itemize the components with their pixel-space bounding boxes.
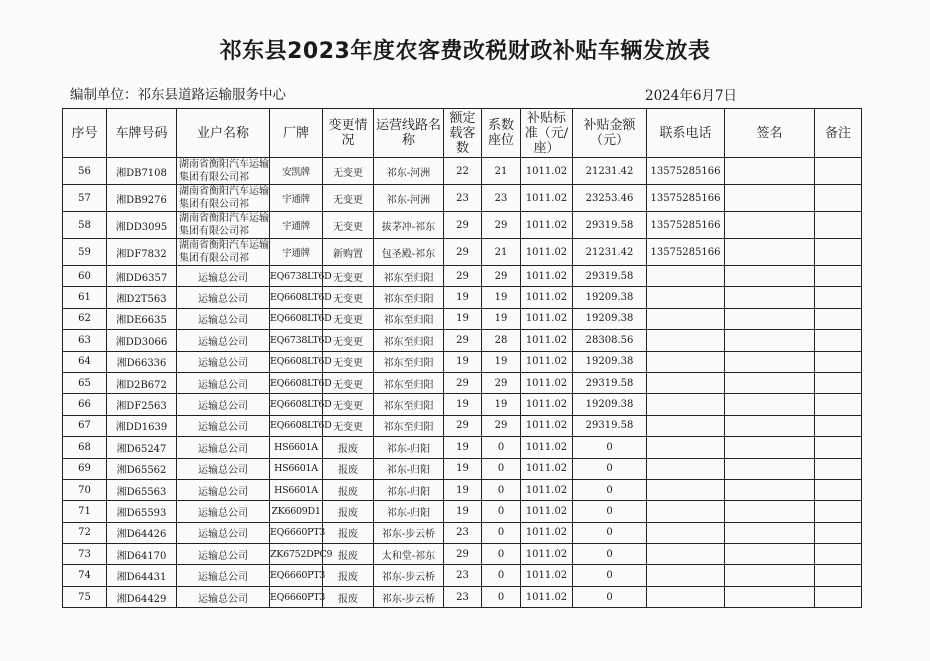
- brand-cell: ZK6609D1: [270, 501, 323, 522]
- amount-cell: 21231.42: [573, 239, 647, 266]
- rated-seats-cell: 19: [444, 437, 482, 458]
- table-row: [63, 308, 862, 329]
- seq-cell: 66: [63, 394, 107, 415]
- amount-cell: 28308.56: [573, 330, 647, 351]
- coef-seats-cell: 29: [482, 415, 521, 436]
- seq-cell: 65: [63, 372, 107, 393]
- seq-cell: 64: [63, 351, 107, 372]
- amount-cell: 0: [573, 479, 647, 500]
- rated-seats-cell: 19: [444, 501, 482, 522]
- brand-cell: EQ6660PT3: [270, 586, 323, 607]
- table-body: [63, 158, 862, 608]
- owner-cell: 运输总公司: [177, 479, 270, 500]
- brand-cell: ZK6752DPC9: [270, 544, 323, 565]
- change-cell: 无变更: [323, 394, 374, 415]
- change-cell: 无变更: [323, 372, 374, 393]
- route-cell: 祁东-河洲: [374, 185, 444, 212]
- plate-cell: 湘DB9276: [107, 185, 177, 212]
- owner-cell: 运输总公司: [177, 351, 270, 372]
- owner-cell: 湖南省衡阳汽车运输集团有限公司祁: [177, 239, 270, 266]
- owner-cell: 运输总公司: [177, 501, 270, 522]
- standard-cell: 1011.02: [521, 239, 573, 266]
- route-cell: 祁东至归阳: [374, 415, 444, 436]
- rated-seats-cell: 29: [444, 212, 482, 239]
- change-cell: 无变更: [323, 212, 374, 239]
- amount-cell: 19209.38: [573, 287, 647, 308]
- plate-cell: 湘D64426: [107, 522, 177, 543]
- brand-cell: EQ6738LT6D: [270, 330, 323, 351]
- signature-cell: [725, 586, 815, 607]
- brand-cell: 宇通牌: [270, 212, 323, 239]
- table-row: [63, 479, 862, 500]
- change-cell: 无变更: [323, 308, 374, 329]
- standard-cell: 1011.02: [521, 372, 573, 393]
- coef-seats-cell: 28: [482, 330, 521, 351]
- rated-seats-cell: 22: [444, 158, 482, 185]
- coef-seats-cell: 19: [482, 351, 521, 372]
- owner-cell: 运输总公司: [177, 308, 270, 329]
- brand-cell: EQ6608LT6D: [270, 308, 323, 329]
- amount-cell: 0: [573, 501, 647, 522]
- amount-cell: 19209.38: [573, 351, 647, 372]
- phone-cell: [647, 458, 725, 479]
- standard-cell: 1011.02: [521, 586, 573, 607]
- header-rated-seats: 额定载客数: [444, 109, 482, 158]
- route-cell: 祁东至归阳: [374, 351, 444, 372]
- owner-cell: 运输总公司: [177, 565, 270, 586]
- header-phone: 联系电话: [647, 109, 725, 158]
- header-signature: 签名: [725, 109, 815, 158]
- plate-cell: 湘D64170: [107, 544, 177, 565]
- owner-cell: 运输总公司: [177, 394, 270, 415]
- change-cell: 无变更: [323, 266, 374, 287]
- owner-cell: 湖南省衡阳汽车运输集团有限公司祁: [177, 212, 270, 239]
- plate-cell: 湘D64429: [107, 586, 177, 607]
- brand-cell: EQ6608LT6D: [270, 287, 323, 308]
- route-cell: 拔茅冲-祁东: [374, 212, 444, 239]
- plate-cell: 湘DD3066: [107, 330, 177, 351]
- rated-seats-cell: 19: [444, 308, 482, 329]
- owner-cell: 运输总公司: [177, 330, 270, 351]
- route-cell: 祁东-步云桥: [374, 565, 444, 586]
- coef-seats-cell: 0: [482, 544, 521, 565]
- rated-seats-cell: 19: [444, 458, 482, 479]
- route-cell: 祁东-河洲: [374, 158, 444, 185]
- standard-cell: 1011.02: [521, 458, 573, 479]
- seq-cell: 59: [63, 239, 107, 266]
- table-row: [63, 287, 862, 308]
- phone-cell: 13575285166: [647, 239, 725, 266]
- standard-cell: 1011.02: [521, 266, 573, 287]
- phone-cell: [647, 501, 725, 522]
- header-remark: 备注: [815, 109, 862, 158]
- table-row: [63, 437, 862, 458]
- route-cell: 祁东至归阳: [374, 266, 444, 287]
- amount-cell: 29319.58: [573, 372, 647, 393]
- owner-cell: 运输总公司: [177, 544, 270, 565]
- standard-cell: 1011.02: [521, 522, 573, 543]
- remark-cell: [815, 212, 862, 239]
- amount-cell: 21231.42: [573, 158, 647, 185]
- change-cell: 无变更: [323, 351, 374, 372]
- standard-cell: 1011.02: [521, 308, 573, 329]
- phone-cell: 13575285166: [647, 212, 725, 239]
- brand-cell: HS6601A: [270, 458, 323, 479]
- phone-cell: [647, 394, 725, 415]
- signature-cell: [725, 415, 815, 436]
- amount-cell: 23253.46: [573, 185, 647, 212]
- seq-cell: 74: [63, 565, 107, 586]
- plate-cell: 湘DD1639: [107, 415, 177, 436]
- phone-cell: [647, 437, 725, 458]
- signature-cell: [725, 479, 815, 500]
- phone-cell: [647, 287, 725, 308]
- phone-cell: [647, 544, 725, 565]
- header-seq: 序号: [63, 109, 107, 158]
- brand-cell: HS6601A: [270, 479, 323, 500]
- standard-cell: 1011.02: [521, 479, 573, 500]
- brand-cell: 安凯牌: [270, 158, 323, 185]
- seq-cell: 72: [63, 522, 107, 543]
- table-row: [63, 266, 862, 287]
- plate-cell: 湘D2T563: [107, 287, 177, 308]
- brand-cell: EQ6660PT3: [270, 522, 323, 543]
- signature-cell: [725, 158, 815, 185]
- header-row: [63, 109, 862, 158]
- remark-cell: [815, 479, 862, 500]
- header-route: 运营线路名称: [374, 109, 444, 158]
- plate-cell: 湘DF2563: [107, 394, 177, 415]
- plate-cell: 湘DF7832: [107, 239, 177, 266]
- remark-cell: [815, 185, 862, 212]
- plate-cell: 湘D65593: [107, 501, 177, 522]
- table-row: [63, 185, 862, 212]
- standard-cell: 1011.02: [521, 351, 573, 372]
- document-title: 祁东县2023年度农客费改税财政补贴车辆发放表: [219, 39, 711, 64]
- phone-cell: [647, 351, 725, 372]
- standard-cell: 1011.02: [521, 544, 573, 565]
- seq-cell: 70: [63, 479, 107, 500]
- owner-cell: 湖南省衡阳汽车运输集团有限公司祁: [177, 185, 270, 212]
- change-cell: 报废: [323, 586, 374, 607]
- signature-cell: [725, 351, 815, 372]
- coef-seats-cell: 0: [482, 501, 521, 522]
- subsidy-table: [62, 108, 862, 608]
- signature-cell: [725, 394, 815, 415]
- rated-seats-cell: 29: [444, 239, 482, 266]
- remark-cell: [815, 308, 862, 329]
- remark-cell: [815, 239, 862, 266]
- signature-cell: [725, 308, 815, 329]
- coef-seats-cell: 29: [482, 266, 521, 287]
- coef-seats-cell: 0: [482, 586, 521, 607]
- phone-cell: [647, 565, 725, 586]
- brand-cell: EQ6660PT3: [270, 565, 323, 586]
- brand-cell: 宇通牌: [270, 239, 323, 266]
- plate-cell: 湘D2B672: [107, 372, 177, 393]
- route-cell: 祁东至归阳: [374, 287, 444, 308]
- route-cell: 祁东-步云桥: [374, 522, 444, 543]
- signature-cell: [725, 501, 815, 522]
- seq-cell: 71: [63, 501, 107, 522]
- standard-cell: 1011.02: [521, 330, 573, 351]
- phone-cell: [647, 308, 725, 329]
- header-owner: 业户名称: [177, 109, 270, 158]
- amount-cell: 0: [573, 522, 647, 543]
- route-cell: 祁东-归阳: [374, 479, 444, 500]
- amount-cell: 29319.58: [573, 415, 647, 436]
- phone-cell: [647, 479, 725, 500]
- coef-seats-cell: 21: [482, 158, 521, 185]
- remark-cell: [815, 394, 862, 415]
- compiling-unit: 编制单位：祁东县道路运输服务中心: [70, 87, 286, 103]
- amount-cell: 29319.58: [573, 266, 647, 287]
- table-row: [63, 372, 862, 393]
- phone-cell: 13575285166: [647, 185, 725, 212]
- coef-seats-cell: 19: [482, 308, 521, 329]
- standard-cell: 1011.02: [521, 287, 573, 308]
- amount-cell: 0: [573, 586, 647, 607]
- standard-cell: 1011.02: [521, 415, 573, 436]
- plate-cell: 湘DB7108: [107, 158, 177, 185]
- signature-cell: [725, 212, 815, 239]
- amount-cell: 19209.38: [573, 308, 647, 329]
- seq-cell: 57: [63, 185, 107, 212]
- rated-seats-cell: 29: [444, 330, 482, 351]
- header-coef-seats: 系数座位: [482, 109, 521, 158]
- standard-cell: 1011.02: [521, 501, 573, 522]
- signature-cell: [725, 522, 815, 543]
- standard-cell: 1011.02: [521, 437, 573, 458]
- rated-seats-cell: 29: [444, 266, 482, 287]
- seq-cell: 68: [63, 437, 107, 458]
- remark-cell: [815, 586, 862, 607]
- seq-cell: 62: [63, 308, 107, 329]
- coef-seats-cell: 0: [482, 479, 521, 500]
- header-plate: 车牌号码: [107, 109, 177, 158]
- coef-seats-cell: 23: [482, 185, 521, 212]
- phone-cell: [647, 330, 725, 351]
- standard-cell: 1011.02: [521, 158, 573, 185]
- table-row: [63, 415, 862, 436]
- table-row: [63, 458, 862, 479]
- rated-seats-cell: 29: [444, 415, 482, 436]
- signature-cell: [725, 330, 815, 351]
- brand-cell: EQ6608LT6D: [270, 394, 323, 415]
- plate-cell: 湘D64431: [107, 565, 177, 586]
- table-row: [63, 501, 862, 522]
- signature-cell: [725, 266, 815, 287]
- signature-cell: [725, 544, 815, 565]
- phone-cell: [647, 586, 725, 607]
- amount-cell: 0: [573, 544, 647, 565]
- table-row: [63, 158, 862, 185]
- amount-cell: 0: [573, 458, 647, 479]
- phone-cell: [647, 266, 725, 287]
- signature-cell: [725, 565, 815, 586]
- table-row: [63, 544, 862, 565]
- signature-cell: [725, 458, 815, 479]
- header-change: 变更情况: [323, 109, 374, 158]
- plate-cell: 湘D65563: [107, 479, 177, 500]
- coef-seats-cell: 29: [482, 212, 521, 239]
- owner-cell: 湖南省衡阳汽车运输集团有限公司祁: [177, 158, 270, 185]
- owner-cell: 运输总公司: [177, 522, 270, 543]
- change-cell: 新购置: [323, 239, 374, 266]
- owner-cell: 运输总公司: [177, 437, 270, 458]
- plate-cell: 湘D65562: [107, 458, 177, 479]
- brand-cell: EQ6608LT6D: [270, 351, 323, 372]
- document-date: 2024年6月7日: [645, 88, 738, 104]
- amount-cell: 19209.38: [573, 394, 647, 415]
- coef-seats-cell: 29: [482, 372, 521, 393]
- owner-cell: 运输总公司: [177, 586, 270, 607]
- owner-cell: 运输总公司: [177, 266, 270, 287]
- change-cell: 报废: [323, 479, 374, 500]
- brand-cell: 宇通牌: [270, 185, 323, 212]
- table-row: [63, 565, 862, 586]
- seq-cell: 58: [63, 212, 107, 239]
- brand-cell: HS6601A: [270, 437, 323, 458]
- seq-cell: 73: [63, 544, 107, 565]
- seq-cell: 56: [63, 158, 107, 185]
- route-cell: 祁东至归阳: [374, 394, 444, 415]
- remark-cell: [815, 458, 862, 479]
- remark-cell: [815, 351, 862, 372]
- remark-cell: [815, 565, 862, 586]
- change-cell: 报废: [323, 437, 374, 458]
- plate-cell: 湘DE6635: [107, 308, 177, 329]
- header-amount: 补贴金额（元）: [573, 109, 647, 158]
- seq-cell: 67: [63, 415, 107, 436]
- change-cell: 无变更: [323, 158, 374, 185]
- rated-seats-cell: 19: [444, 351, 482, 372]
- table-row: [63, 351, 862, 372]
- remark-cell: [815, 266, 862, 287]
- seq-cell: 61: [63, 287, 107, 308]
- change-cell: 无变更: [323, 287, 374, 308]
- seq-cell: 75: [63, 586, 107, 607]
- owner-cell: 运输总公司: [177, 287, 270, 308]
- change-cell: 无变更: [323, 185, 374, 212]
- route-cell: 祁东-归阳: [374, 501, 444, 522]
- coef-seats-cell: 19: [482, 394, 521, 415]
- coef-seats-cell: 0: [482, 437, 521, 458]
- brand-cell: EQ6608LT6D: [270, 372, 323, 393]
- route-cell: 祁东-归阳: [374, 458, 444, 479]
- brand-cell: EQ6608LT6D: [270, 415, 323, 436]
- seq-cell: 69: [63, 458, 107, 479]
- owner-cell: 运输总公司: [177, 458, 270, 479]
- amount-cell: 29319.58: [573, 212, 647, 239]
- remark-cell: [815, 522, 862, 543]
- coef-seats-cell: 0: [482, 458, 521, 479]
- seq-cell: 60: [63, 266, 107, 287]
- header-standard: 补贴标准（元/座）: [521, 109, 573, 158]
- standard-cell: 1011.02: [521, 394, 573, 415]
- change-cell: 报废: [323, 501, 374, 522]
- signature-cell: [725, 372, 815, 393]
- remark-cell: [815, 437, 862, 458]
- remark-cell: [815, 330, 862, 351]
- remark-cell: [815, 372, 862, 393]
- coef-seats-cell: 0: [482, 522, 521, 543]
- table-row: [63, 394, 862, 415]
- header-brand: 厂牌: [270, 109, 323, 158]
- change-cell: 无变更: [323, 330, 374, 351]
- standard-cell: 1011.02: [521, 185, 573, 212]
- remark-cell: [815, 287, 862, 308]
- change-cell: 报废: [323, 458, 374, 479]
- rated-seats-cell: 19: [444, 394, 482, 415]
- change-cell: 报废: [323, 544, 374, 565]
- route-cell: 太和堂-祁东: [374, 544, 444, 565]
- remark-cell: [815, 415, 862, 436]
- rated-seats-cell: 19: [444, 479, 482, 500]
- table-row: [63, 586, 862, 607]
- remark-cell: [815, 158, 862, 185]
- coef-seats-cell: 19: [482, 287, 521, 308]
- table-row: [63, 239, 862, 266]
- phone-cell: [647, 372, 725, 393]
- phone-cell: [647, 415, 725, 436]
- route-cell: 祁东-步云桥: [374, 586, 444, 607]
- coef-seats-cell: 0: [482, 565, 521, 586]
- standard-cell: 1011.02: [521, 565, 573, 586]
- plate-cell: 湘D66336: [107, 351, 177, 372]
- plate-cell: 湘D65247: [107, 437, 177, 458]
- route-cell: 包圣殿-祁东: [374, 239, 444, 266]
- rated-seats-cell: 29: [444, 372, 482, 393]
- signature-cell: [725, 185, 815, 212]
- phone-cell: [647, 522, 725, 543]
- rated-seats-cell: 23: [444, 522, 482, 543]
- change-cell: 报废: [323, 565, 374, 586]
- amount-cell: 0: [573, 437, 647, 458]
- rated-seats-cell: 23: [444, 565, 482, 586]
- remark-cell: [815, 501, 862, 522]
- owner-cell: 运输总公司: [177, 415, 270, 436]
- plate-cell: 湘DD3095: [107, 212, 177, 239]
- phone-cell: 13575285166: [647, 158, 725, 185]
- standard-cell: 1011.02: [521, 212, 573, 239]
- route-cell: 祁东-归阳: [374, 437, 444, 458]
- route-cell: 祁东至归阳: [374, 308, 444, 329]
- seq-cell: 63: [63, 330, 107, 351]
- amount-cell: 0: [573, 565, 647, 586]
- brand-cell: EQ6738LT6D: [270, 266, 323, 287]
- plate-cell: 湘DD6357: [107, 266, 177, 287]
- route-cell: 祁东至归阳: [374, 372, 444, 393]
- table-row: [63, 330, 862, 351]
- table-row: [63, 522, 862, 543]
- coef-seats-cell: 21: [482, 239, 521, 266]
- signature-cell: [725, 287, 815, 308]
- change-cell: 报废: [323, 522, 374, 543]
- rated-seats-cell: 23: [444, 586, 482, 607]
- rated-seats-cell: 23: [444, 185, 482, 212]
- owner-cell: 运输总公司: [177, 372, 270, 393]
- rated-seats-cell: 29: [444, 544, 482, 565]
- change-cell: 无变更: [323, 415, 374, 436]
- remark-cell: [815, 544, 862, 565]
- signature-cell: [725, 239, 815, 266]
- rated-seats-cell: 19: [444, 287, 482, 308]
- signature-cell: [725, 437, 815, 458]
- route-cell: 祁东至归阳: [374, 330, 444, 351]
- table-row: [63, 212, 862, 239]
